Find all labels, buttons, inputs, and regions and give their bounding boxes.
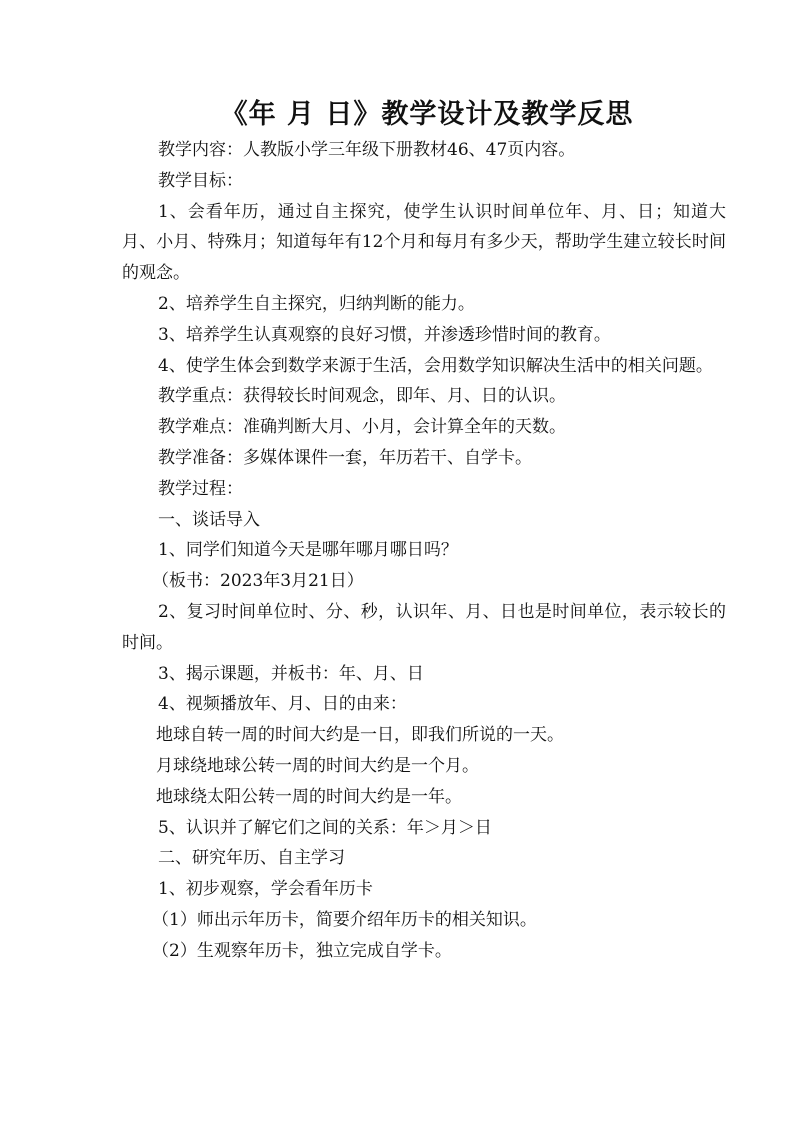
paragraph-goal-2: 2、培养学生自主探究，归纳判断的能力。: [158, 293, 475, 314]
paragraph-month-origin: 月球绕地球公转一周的时间大约是一个月。: [156, 755, 479, 776]
document-body: [122, 135, 726, 967]
paragraph-step-3: 3、揭示课题，并板书：年、月、日: [158, 663, 424, 684]
paragraph-step-5: 5、认识并了解它们之间的关系：年＞月＞日: [158, 817, 492, 838]
paragraph-step-4: 4、视频播放年、月、日的由来：: [158, 694, 407, 715]
document-title: 《年 月 日》教学设计及教学反思: [220, 99, 634, 130]
paragraph-difficulty: 教学难点：准确判断大月、小月，会计算全年的天数。: [158, 417, 566, 438]
paragraph-teaching-goals-heading: 教学目标：: [158, 170, 243, 191]
paragraph-preparation: 教学准备：多媒体课件一套，年历若干、自学卡。: [158, 447, 532, 468]
paragraph-year-origin: 地球绕太阳公转一周的时间大约是一年。: [156, 786, 462, 807]
paragraph-teaching-content: 教学内容：人教版小学三年级下册教材46、47页内容。: [158, 140, 576, 160]
paragraph-substep-1: （1）师出示年历卡，简要介绍年历卡的相关知识。: [152, 909, 537, 930]
paragraph-section-1-heading: 一、谈话导入: [158, 509, 260, 530]
paragraph-observe-step: 1、初步观察，学会看年历卡: [158, 879, 373, 900]
paragraph-process-heading: 教学过程：: [158, 478, 243, 499]
paragraph-goal-3: 3、培养学生认真观察的良好习惯，并渗透珍惜时间的教育。: [158, 324, 611, 345]
paragraph-section-2-heading: 二、研究年历、自主学习: [158, 848, 345, 869]
paragraph-key-point: 教学重点：获得较长时间观念，即年、月、日的认识。: [158, 386, 566, 407]
paragraph-step-2: 2、复习时间单位时、分、秒，认识年、月、日也是时间单位，表示较长的时间。: [122, 601, 726, 653]
paragraph-goal-4: 4、使学生体会到数学来源于生活，会用数学知识解决生活中的相关问题。: [158, 355, 713, 376]
paragraph-day-origin: 地球自转一周的时间大约是一日，即我们所说的一天。: [156, 725, 564, 746]
paragraph-substep-2: （2）生观察年历卡，独立完成自学卡。: [152, 940, 452, 961]
paragraph-step-1: 1、同学们知道今天是哪年哪月哪日吗？: [158, 540, 458, 561]
paragraph-goal-1: 1、会看年历，通过自主探究，使学生认识时间单位年、月、日；知道大月、小月、特殊月；知道每年有12个月和每月有多少天，帮助学生建立较长时间的观念。: [122, 201, 726, 284]
paragraph-board-note: （板书：2023年3月21日）: [152, 571, 364, 592]
